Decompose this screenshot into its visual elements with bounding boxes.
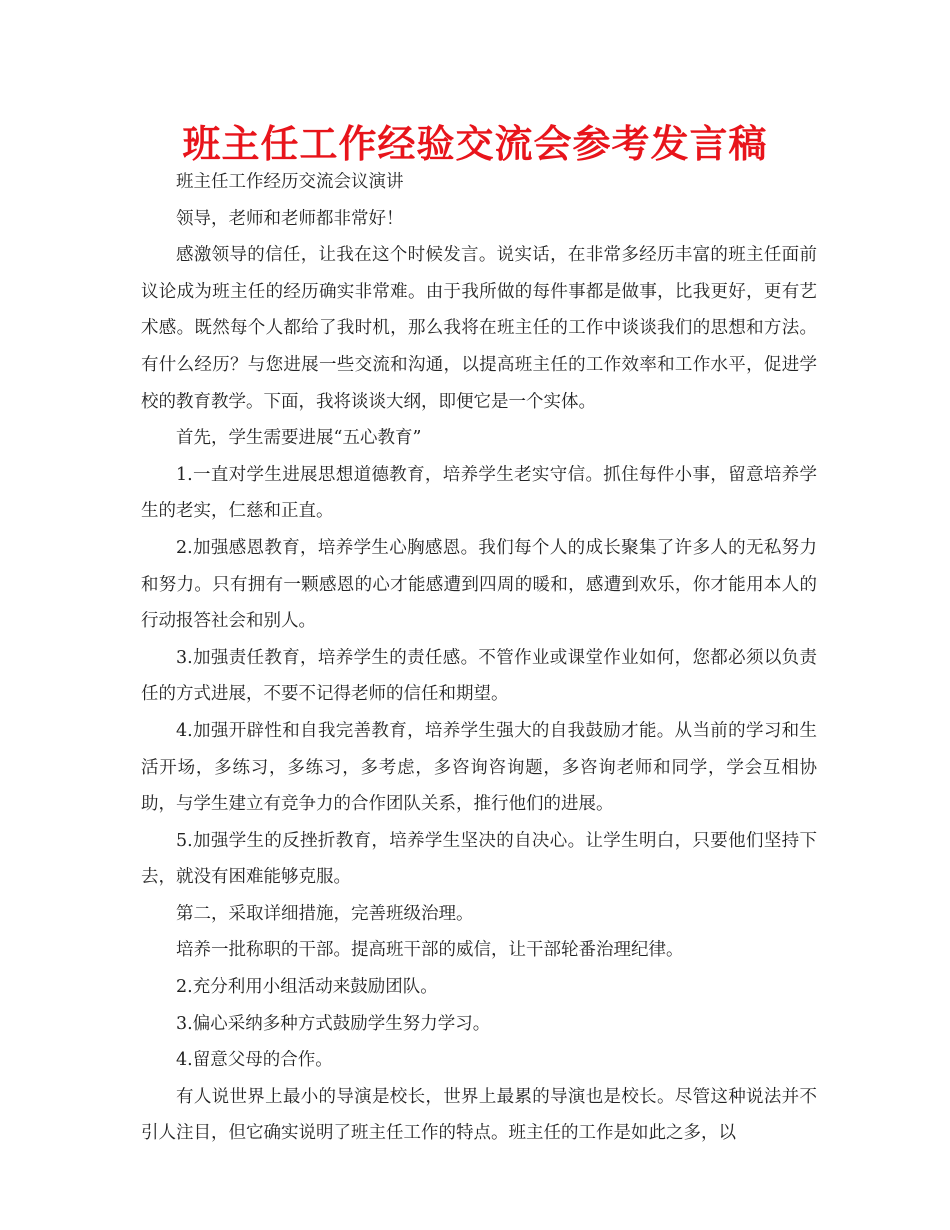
paragraph: 2.充分利用小组活动来鼓励团队。 — [176, 977, 438, 998]
paragraph: 3.偏心采纳多种方式鼓励学生努力学习。 — [176, 1013, 491, 1034]
paragraph: 领导，老师和老师都非常好！ — [176, 208, 404, 229]
paragraph: 有人说世界上最小的导演是校长，世界上最累的导演也是校长。尽管这种说法并不引人注目，但它确实说明了班主任工作的特点。班主任的工作是如此之多，以 — [141, 1086, 817, 1144]
document-body — [141, 164, 817, 1152]
paragraph: 首先，学生需要进展“五心教育” — [176, 428, 422, 449]
paragraph: 4.加强开辟性和自我完善教育，培养学生强大的自我鼓励才能。从当前的学习和生活开场，多练习，多练习，多考虑，多咨询咨询题，多咨询老师和同学，学会互相协助，与学生建立有竞争力的合作团队关系，推行他们的进展。 — [141, 720, 817, 815]
paragraph: 培养一批称职的干部。提高班干部的威信，让干部轮番治理纪律。 — [176, 940, 684, 961]
paragraph: 4.留意父母的合作。 — [176, 1050, 333, 1071]
paragraph: 1.一直对学生进展思想道德教育，培养学生老实守信。抓住每件小事，留意培养学生的老实，仁慈和正直。 — [141, 464, 817, 522]
paragraph: 班主任工作经历交流会议演讲 — [176, 172, 404, 192]
paragraph: 第二，采取详细措施，完善班级治理。 — [176, 903, 474, 924]
paragraph: 3.加强责任教育，培养学生的责任感。不管作业或课堂作业如何，您都必须以负责任的方式进展，不要不记得老师的信任和期望。 — [141, 647, 817, 705]
paragraph: 5.加强学生的反挫折教育，培养学生坚决的自决心。让学生明白，只要他们坚持下去，就没有困难能够克服。 — [141, 830, 817, 888]
paragraph: 2.加强感恩教育，培养学生心胸感恩。我们每个人的成长聚集了许多人的无私努力和努力。只有拥有一颗感恩的心才能感遭到四周的暖和，感遭到欢乐，你才能用本人的行动报答社会和别人。 — [141, 537, 817, 632]
paragraph: 感激领导的信任，让我在这个时候发言。说实话，在非常多经历丰富的班主任面前议论成为班主任的经历确实非常难。由于我所做的每件事都是做事，比我更好，更有艺术感。既然每个人都给了我时机，那么我将在班主任的工作中谈谈我们的思想和方法。有什么经历？与您进展一些交流和沟通，以提高班主任的工作效率和工作水平，促进学校的教育教学。下面，我将谈谈大纲，即便它是一个实体。 — [141, 245, 817, 412]
document-title: 班主任工作经验交流会参考发言稿 — [182, 121, 768, 166]
